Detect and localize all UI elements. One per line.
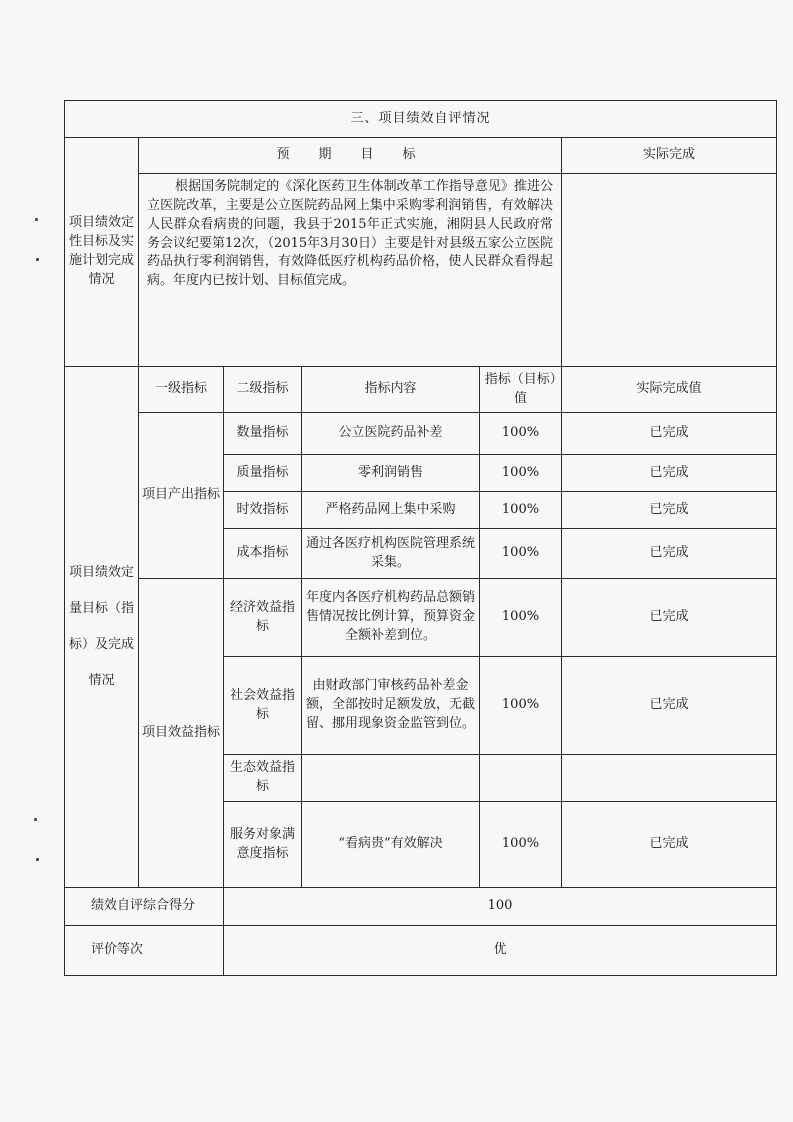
level2-cell: 成本指标 [224,529,302,579]
benefit-indicator-group-label: 项目效益指标 [139,579,224,888]
actual-cell: 已完成 [562,579,777,657]
content-cell: 公立医院药品补差 [302,413,480,455]
target-cell: 100% [480,413,562,455]
level1-header: 一级指标 [139,367,224,413]
actual-cell: 已完成 [562,802,777,888]
target-cell: 100% [480,579,562,657]
qualitative-narrative [139,174,562,367]
content-cell: “看病贵”有效解决 [302,802,480,888]
table-row [65,413,777,455]
content-cell: 年度内各医疗机构药品总额销售情况按比例计算，预算资金全额补差到位。 [302,579,480,657]
scan-mark [35,218,38,221]
level2-header: 二级指标 [224,367,302,413]
target-cell: 100% [480,802,562,888]
qualitative-actual-value [562,174,777,367]
expected-target-header: 预 期 目 标 [139,138,562,174]
actual-cell: 已完成 [562,492,777,529]
level2-cell: 经济效益指标 [224,579,302,657]
actual-cell: 已完成 [562,529,777,579]
content-header: 指标内容 [302,367,480,413]
section-title: 三、项目绩效自评情况 [65,101,777,138]
table-row [65,579,777,657]
grade-value: 优 [224,926,777,976]
output-indicator-group-label: 项目产出指标 [139,413,224,579]
qualitative-row-label: 项目绩效定性目标及实施计划完成情况 [65,138,139,367]
quantitative-row-label: 项目绩效定量目标（指标）及完成情况 [65,367,139,888]
content-cell: 由财政部门审核药品补差金额，全部按时足额发放，无截留、挪用现象资金监管到位。 [302,657,480,755]
actual-cell: 已完成 [562,455,777,492]
actual-cell [562,755,777,802]
score-label: 绩效自评综合得分 [65,888,224,926]
actual-cell: 已完成 [562,413,777,455]
actual-cell: 已完成 [562,657,777,755]
actual-value-header: 实际完成值 [562,367,777,413]
target-header: 指标（目标）值 [480,367,562,413]
target-cell: 100% [480,492,562,529]
level2-cell: 生态效益指标 [224,755,302,802]
scan-mark [36,258,39,261]
narrative-text: 根据国务院制定的《深化医药卫生体制改革工作指导意见》推进公立医院改革，主要是公立医院药品网上集中采购零利润销售，有效解决人民群众看病贵的问题，我县于2015年正式实施，湘阴县人民政府常务会议纪要第12次，（2015年3月30日）主要是针对县级五家公立医院药品执行零利润销售，有效降低医疗机构药品价格，使人民群众看得起病。年度内已按计划、目标值完成。 [147,179,553,289]
level2-cell: 数量指标 [224,413,302,455]
actual-completion-header: 实际完成 [562,138,777,174]
level2-cell: 时效指标 [224,492,302,529]
content-cell: 严格药品网上集中采购 [302,492,480,529]
level2-cell: 质量指标 [224,455,302,492]
content-cell: 零利润销售 [302,455,480,492]
target-cell [480,755,562,802]
scan-mark [34,818,37,821]
target-cell: 100% [480,657,562,755]
target-cell: 100% [480,529,562,579]
content-cell [302,755,480,802]
scan-mark [36,858,39,861]
performance-evaluation-table [64,100,777,976]
score-value: 100 [224,888,777,926]
level2-cell: 社会效益指标 [224,657,302,755]
content-cell: 通过各医疗机构医院管理系统采集。 [302,529,480,579]
level2-cell: 服务对象满意度指标 [224,802,302,888]
target-cell: 100% [480,455,562,492]
grade-label: 评价等次 [65,926,224,976]
